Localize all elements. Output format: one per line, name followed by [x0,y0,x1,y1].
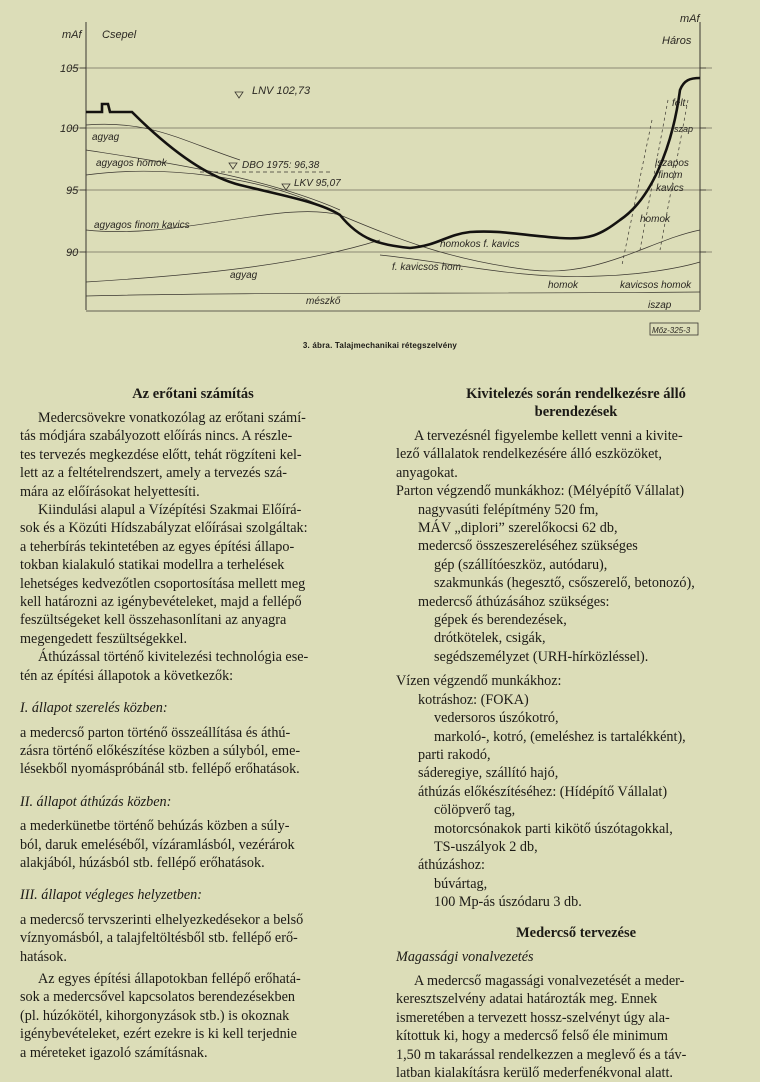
unit-right: mAf [680,13,700,25]
design-paragraph [396,972,756,1082]
paragraph-3 [20,648,366,685]
state-2-text [20,817,366,872]
layer-homok-right: homok [640,214,671,225]
text-line: sok és a Közúti Hídszabályzat előírásai szolgáltak: [20,520,308,537]
text-line: ból, daruk emeléséből, vízáramlásból, vezérárok [20,836,295,853]
paragraph-1 [20,409,366,501]
equipment-item: szakmunkás (hegesztő, csőszerelő, betonozó), [434,575,695,592]
text-line: igénybevételeket, ezért ezekre is ki kell terjednie [20,1026,297,1043]
equipment-item: drótkötelek, csigák, [434,630,546,647]
text-line: a medercső tervszerinti elhelyezkedésekor a belső [20,911,304,928]
equipment-item: búvártag, [434,875,488,892]
text-line: A medercső magassági vonalvezetését a meder- [414,972,685,989]
layer-homok-mid: homok [548,280,579,291]
tick-100: 100 [60,123,79,135]
equipment-item: nagyvasúti felépítmény 520 fm, [418,501,599,518]
equipment-item: TS-uszályok 2 db, [434,838,538,855]
text-line: kítottuk ki, hogy a medercső felső éle minimum [396,1028,668,1045]
level-lnv: LNV 102,73 [252,85,311,97]
layer-kavicsos-homok: kavicsos homok [620,280,692,291]
left-column [20,385,366,1062]
layer-f-kavicsos-hom: f. kavicsos hom. [392,262,464,273]
text-line: Medercsövekre vonatkozólag az erőtani számí- [38,410,306,426]
equipment-item: Parton végzendő munkákhoz: (Mélyépítő Vállalat) [396,483,685,500]
unit-left: mAf [62,29,82,41]
equipment-item: markoló-, kotró, (emeléshez is tartalékként), [434,728,686,745]
equipment-item: gép (szállítóeszköz, autódaru), [434,556,608,573]
state-3-title: III. állapot végleges helyzetben: [20,887,202,904]
text-line: ismeretében a tervezett hossz-szelvényt úgy ala- [396,1009,670,1026]
layer-agyagos-finom-kavics: agyagos finom kavics [94,220,190,231]
text-line: latban kialakításra kerülő mederfenékvonal alatt. [396,1065,673,1081]
layer-agyagos-homok: agyagos homok [96,158,167,169]
text-line: feszültségeket kell összehasonlítani az anyagra [20,612,287,629]
equipment-item: segédszemélyzet (URH-hírközléssel). [434,648,649,665]
layer-homokos-f-kavics: homokos f. kavics [440,239,520,250]
text-line: sok a medercsővel kapcsolatos berendezésekben [20,989,295,1006]
layer-felt: felt. [672,98,689,109]
equipment-item: medercső összeszereléséhez szükséges [418,538,638,555]
text-line: a teherbírás tekintetében az egyes építési állapo- [20,538,295,555]
text-line: lező vállalatok rendelkezésére álló eszközöket, [396,446,662,463]
text-line: hatások. [20,948,67,965]
layer-finom: finom [658,170,683,181]
text-line: Az egyes építési állapotokban fellépő erőhatá- [38,970,301,987]
state-1-title: I. állapot szerelés közben: [20,700,168,717]
text-line: mára az előírásokat helyettesíti. [20,483,200,500]
level-dbo: DBO 1975: 96,38 [242,160,320,171]
layer-agyag-top: agyag [92,132,120,143]
state-1-text [20,724,366,779]
text-line: a mederkünetbe történő behúzás közben a súly- [20,818,290,835]
text-line: tokban kialakuló statikai modellra a terhelések [20,557,285,574]
text-line: lehetséges kedvezőtlen csoportosítása mellett meg [20,575,306,592]
equipment-item: Vízen végzendő munkákhoz: [396,673,562,690]
equipment-item: medercső áthúzásához szükséges: [418,593,610,610]
text-line: lett az a feltételrendszert, amely a tervezés szá- [20,465,288,482]
layer-iszapos: iszapos [655,158,689,169]
layer-iszap-bottom: iszap [648,300,672,311]
text-line: 1,50 m takarással rendelkezzen a meglevő és a táv- [396,1046,687,1063]
heading-berendezesek-1: Kivitelezés során rendelkezésre álló [466,386,686,402]
heading-eroteni: Az erőtani számítás [132,386,254,402]
tick-90: 90 [66,247,79,259]
equipment-item: áthúzáshoz: [418,857,485,874]
text-line: megengedett feszültségekkel. [20,630,188,647]
paragraph-4 [20,970,366,1062]
text-line: anyagokat. [396,464,458,481]
place-right: Háros [662,35,692,47]
text-line: Kiindulási alapul a Vízépítési Szakmai Előírá- [38,502,302,519]
text-line: (pl. húzókötél, kihorgonyzások stb.) is okoznak [20,1007,290,1024]
intro-paragraph [396,427,756,482]
text-line: keresztszelvény adatai határozták meg. Ennek [396,991,658,1008]
text-line: a méreteket igazoló számításnak. [20,1044,208,1061]
text-line: lésekből nyomáspróbánál stb. fellépő erőhatások. [20,761,300,778]
figure-caption: 3. ábra. Talajmechanikai rétegszelvény [302,341,458,350]
text-line: Áthúzással történő kivitelezési technológia ese- [38,649,309,666]
equipment-item: cölöpverő tag, [434,802,516,819]
layer-meszko: mészkő [306,296,341,307]
tick-105: 105 [60,63,79,75]
layer-kavics: kavics [656,183,684,194]
text-line: a medercső parton történő összeállítása és áthú- [20,724,291,741]
subheading-magassagi: Magassági vonalvezetés [396,948,534,965]
text-line: alakjából, húzásból stb. fellépő erőhatások. [20,854,265,871]
tick-95: 95 [66,185,79,197]
equipment-item: gépek és berendezések, [434,612,567,629]
text-line: tes tervezés megkezdése előtt, tehát rögzíteni kel- [20,446,302,463]
state-2-title: II. állapot áthúzás közben: [20,793,172,810]
equipment-list [396,482,756,911]
right-column [396,385,756,1082]
equipment-item: parti rakodó, [418,746,491,763]
soil-profile-figure [0,0,760,340]
text-line: tén az építési állapotok a következők: [20,667,234,684]
equipment-item: áthúzás előkészítéséhez: (Hídépítő Vállalat) [418,783,668,800]
layer-iszap-top: iszap [672,124,694,134]
equipment-item: motorcsónakok parti kikötő úszótagokkal, [434,820,673,837]
paragraph-2 [20,501,366,648]
heading-medercso-tervezese: Medercső tervezése [515,924,637,941]
layer-agyag-bottom: agyag [230,270,258,281]
heading-berendezesek-2: berendezések [534,404,618,420]
figure-stamp: Mőz-325-3 [652,326,691,335]
text-line: zásra történő előkészítése közben a súlyból, eme- [20,742,301,759]
text-line: tás módjára szabályozott előírás nincs. A részle- [20,428,293,445]
level-lkv: LKV 95,07 [294,178,341,189]
equipment-item: MÁV „diplori” szerelőkocsi 62 db, [418,520,618,537]
equipment-item: kotráshoz: (FOKA) [418,691,529,708]
state-3-text [20,911,366,966]
text-line: kell határozni az igénybevételeket, majd a fellépő [20,594,302,611]
equipment-item: 100 Mp-ás úszódaru 3 db. [434,894,582,911]
text-line: A tervezésnél figyelembe kellett venni a kivite- [414,428,683,444]
place-left: Csepel [102,29,137,41]
text-line: víznyomásból, a talajfeltöltésből stb. fellépő erő- [20,930,298,947]
equipment-item: vedersoros úszókotró, [434,710,559,727]
equipment-item: sáderegiye, szállító hajó, [418,765,559,782]
